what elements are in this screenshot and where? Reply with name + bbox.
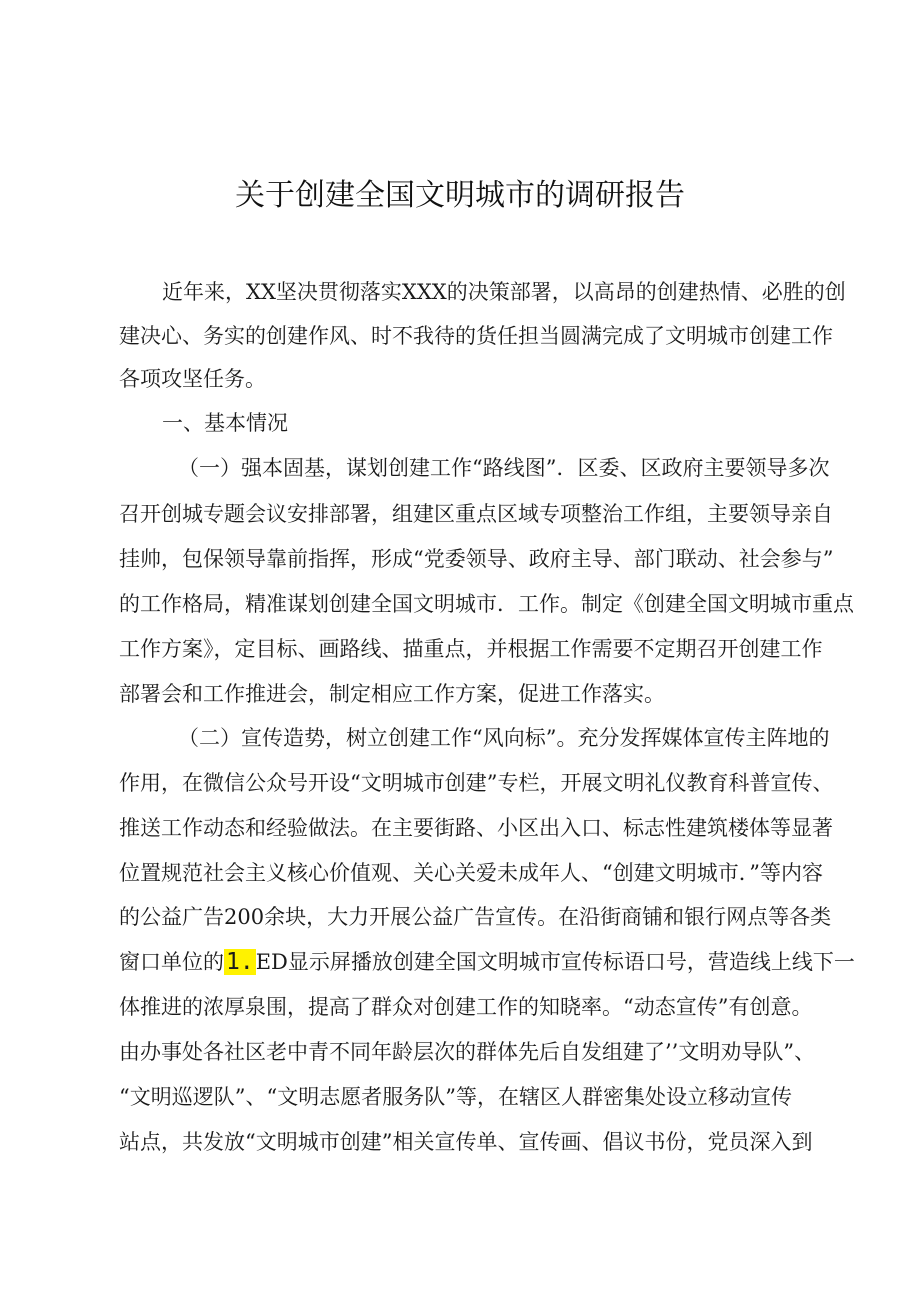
highlighted-text: 1.	[226, 949, 254, 975]
paragraph-line: 各项攻坚任务。	[119, 367, 266, 391]
paragraph-line	[119, 940, 855, 984]
paragraph-line: 近年来，XX坚决贯彻落实XXX的决策部署，以高昂的创建热情、必胜的创	[162, 280, 846, 304]
paragraph-line: 挂帅，包保领导靠前指挥，形成“党委领导、政府主导、部门联动、社会参与”	[119, 547, 834, 571]
paragraph-line: 作用，在微信公众号开设“文明城市创建”专栏，开展文明礼仪教育科普宣传、	[119, 771, 834, 795]
paragraph-line: 的公益广告200余块，大力开展公益广告宣传。在沿街商铺和银行网点等各类	[119, 905, 832, 929]
paragraph-line: 工作方案》，定目标、画路线、描重点，并根据工作需要不定期召开创建工作	[119, 637, 823, 661]
paragraph-line: （一）强本固基，谋划创建工作“路线图”．区委、区政府主要领导多次	[178, 456, 830, 480]
paragraph-line: 由办事处各社区老中青不同年龄层次的群体先后自发组建了’’文明劝导队”、	[119, 1040, 816, 1064]
paragraph-line: 站点，共发放“文明城市创建”相关宣传单、宣传画、倡议书份，党员深入到	[119, 1130, 813, 1154]
line-text: ED显示屏播放创建全国文明城市宣传标语口号，营造线上线下一	[255, 950, 855, 974]
paragraph-line: 推送工作动态和经验做法。在主要街路、小区出入口、标志性建筑楼体等显著	[119, 816, 833, 840]
paragraph-line: 建决心、务实的创建作风、时不我待的货任担当圆满完成了文明城市创建工作	[119, 324, 833, 348]
paragraph-line: 的工作格局，精准谋划创建全国文明城市．工作。制定《创建全国文明城市重点	[119, 592, 854, 616]
line-text: 窗口单位的	[119, 950, 224, 974]
paragraph-line: （二）宣传造势，树立创建工作“风向标”。充分发挥媒体宣传主阵地的	[178, 726, 830, 750]
paragraph-line: 体推进的浓厚泉围，提高了群众对创建工作的知晓率。“动态宣传”有创意。	[119, 995, 813, 1019]
document-title: 关于创建全国文明城市的调研报告	[235, 178, 685, 213]
section-heading: 一、基本情况	[162, 411, 288, 435]
paragraph-line: 位置规范社会主义核心价值观、关心关爱未成年人、“创建文明城市．”等内容	[119, 861, 823, 885]
paragraph-line: 召开创城专题会议安排部署，组建区重点区域专项整治工作组，主要领导亲自	[119, 502, 833, 526]
paragraph-line: 部署会和工作推进会，制定相应工作方案，促进工作落实。	[119, 682, 665, 706]
paragraph-line: “文明巡逻队”、“文明志愿者服务队”等，在辖区人群密集处设立移动宣传	[119, 1085, 792, 1109]
